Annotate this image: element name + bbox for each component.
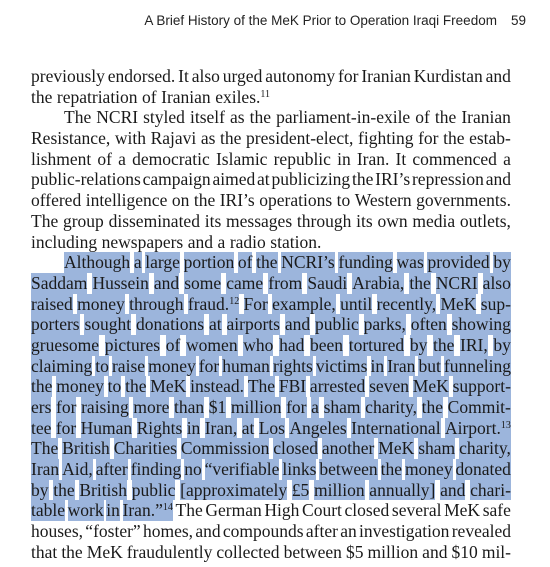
word: the [434,107,457,128]
word: example, [272,293,336,314]
word: the [220,128,242,149]
word: repatriation [56,86,138,107]
text-line [31,232,511,253]
word: money [404,459,453,480]
word: MeK [440,293,477,314]
word: arrested [309,376,366,397]
word: between [319,459,378,480]
word: Hussein [92,272,149,293]
word: the [421,397,444,417]
footnote-ref[interactable]: 11 [260,88,271,100]
word: a [503,148,511,169]
word: and [284,314,311,335]
word: Court [302,500,342,521]
word: FBI [278,376,307,397]
text-line [31,314,511,335]
word: claiming [31,355,93,376]
text-line [31,66,511,87]
word: and [440,479,466,500]
word: support- [452,376,511,397]
word: commenced [412,148,497,169]
word: closed [344,500,390,521]
word: For [243,293,268,314]
word: for [56,397,77,417]
word: often [410,314,447,335]
word: sham [418,438,456,459]
word: the [53,479,75,500]
word: an [340,521,357,542]
word: and [195,521,221,542]
word: of [415,107,430,128]
word: for [418,128,439,149]
word: estab- [469,128,511,149]
word: public-relations [31,169,141,190]
word: group [62,210,104,231]
word: a [311,397,319,417]
word: democratic [132,148,210,169]
text-line [31,252,511,273]
word: ers [31,397,52,417]
word: Islamic [215,148,268,169]
word: revealed [451,521,511,542]
word: Iranian [361,66,411,86]
text-line [31,211,511,232]
word: Iran [387,355,416,376]
word: also [482,272,511,293]
word: operations [259,190,333,211]
footnote-ref[interactable]: 12 [229,295,240,307]
word: its [204,210,222,231]
word: $1 [208,397,227,417]
word: and [485,169,511,190]
word: of [237,252,253,273]
text-line [31,87,511,108]
word: some [184,272,222,293]
word: the [193,190,216,211]
text-line [31,500,511,521]
word: $5 [345,541,364,562]
word: at [257,169,270,190]
word: $10 [451,541,478,562]
word: the [31,376,53,397]
word: station. [270,231,322,252]
word: money [77,293,125,314]
word: MeK [86,541,123,562]
word: lishment [31,148,92,169]
word: the [432,334,455,355]
word: from [268,272,303,293]
word: pictures [104,334,161,355]
word: Kurdistan [413,66,483,86]
word: more [133,397,170,417]
word: until [340,293,373,314]
word: governments. [416,190,511,211]
word: offered [31,190,82,211]
word: Arabia, [352,272,405,293]
running-title: A Brief History of the MeK Prior to Operation Iraqi Freedom [144,13,497,28]
word: women [186,334,238,355]
word: in [370,355,385,376]
word: urged [222,66,263,86]
word: and [485,66,511,86]
word: NCRI [96,107,139,128]
word: endorsed. [107,66,176,86]
word: [approximately [180,479,288,500]
word: fraud.$^{12}$ [187,293,240,314]
word: had [279,334,305,355]
word: NCRI [435,272,478,293]
word: to [107,376,122,397]
word: the [61,541,83,562]
word: exiles.$^{11}$ [215,86,271,107]
word: funding [338,252,393,273]
word: mil- [481,541,511,562]
word: president-elect, [246,128,354,149]
word: by [409,334,428,355]
word: messages [226,210,293,231]
word: table [31,500,66,521]
word: It [395,148,407,169]
word: the [249,107,272,128]
word: for [55,417,77,438]
word: raised [31,293,73,314]
word: autonomy [265,66,336,86]
word: Saddam [31,272,88,293]
word: tee [31,417,52,438]
text-line [31,128,511,149]
word: to [95,355,109,376]
word: repression [411,169,484,190]
word: IRI, [460,334,488,355]
word: fighting [358,128,414,149]
word: itself [189,107,225,128]
word: as [200,128,216,149]
word: of [97,148,112,169]
word: aimed [212,169,256,190]
word: the [125,376,147,397]
word: recently, [376,293,437,314]
word: parks, [363,314,406,335]
word: rights [272,355,313,376]
word: annually] [369,479,436,500]
word: own [377,210,408,231]
word: Iran [31,459,60,480]
word: in [106,500,120,521]
text-line [31,149,511,170]
word: that [31,541,58,562]
word: Iran. [356,148,390,169]
word: showing [451,314,511,335]
word: Airport.$^{13}$ [444,417,511,438]
footnote-ref[interactable]: 13 [500,419,511,431]
text-line [31,438,511,459]
body-text [31,66,511,563]
word: airports [226,314,280,335]
text-line [31,335,511,356]
text-line [31,459,511,480]
word: Western [354,190,412,211]
word: public [315,314,359,335]
word: million [314,479,365,500]
word: at [241,417,255,438]
word: a [118,148,126,169]
word: funneling [443,355,511,376]
word: for [198,355,220,376]
word: previously [31,66,105,86]
page-number: 59 [510,13,526,28]
word: the [443,128,465,149]
word: The [247,376,276,397]
word: styled [143,107,185,128]
text-line [31,542,511,563]
word: High [264,500,300,521]
word: media [412,210,456,231]
running-header [0,13,526,28]
word: provided [427,252,490,273]
word: Iranian [461,107,511,128]
word: Iranian [161,86,211,107]
word: donations [136,314,205,335]
word: the [31,86,53,107]
word: raising [81,397,129,417]
word: money [148,355,196,376]
word: at [208,314,222,335]
word: portion [183,252,235,273]
word: charity, [365,397,417,417]
word: MeK [412,376,449,397]
word: British [79,479,127,500]
word: campaign [142,169,211,190]
word: victims [315,355,368,376]
word: large [145,252,180,273]
word: British [62,438,110,459]
word: closed [273,438,318,459]
word: Angeles [289,417,347,438]
word: IRI’s [219,190,255,211]
footnote-ref[interactable]: 14 [162,502,173,514]
word: republic [273,148,331,169]
word: its [356,210,373,231]
word: “verifiable [204,459,280,480]
word: for [286,397,307,417]
word: houses, [31,521,84,542]
word: International [351,417,441,438]
word: the [409,272,431,293]
word: It [178,66,189,86]
word: public [131,479,176,500]
word: Rights [136,417,183,438]
word: by [31,479,49,500]
word: to [336,190,351,211]
word: MeK [378,438,415,459]
word: through [129,293,184,314]
word: chari- [470,479,511,500]
text-line [31,190,511,211]
word: with [114,128,146,149]
word: publicizing [271,169,351,190]
word: IRI’s [375,169,411,190]
word: including [31,231,98,252]
word: the [256,252,278,273]
word: by [493,334,511,355]
word: of [165,334,181,355]
word: between [283,541,342,562]
word: no [184,459,202,480]
word: Human [80,417,133,438]
word: fraudulently [126,541,213,562]
word: links [282,459,317,480]
word: newspapers [101,231,184,252]
word: investigation [359,521,450,542]
word: than [173,397,205,417]
word: several [391,500,442,521]
text-line [31,356,511,377]
word: safe [482,500,511,521]
word: and [187,231,214,252]
word: homes, [142,521,194,542]
word: Aid, [62,459,93,480]
word: raise [111,355,146,376]
word: tortured [348,334,405,355]
word: radio [229,231,266,252]
word: and [153,272,180,293]
word: of [142,86,157,107]
word: £5 [291,479,310,500]
word: Commission [180,438,270,459]
text-line [31,418,511,439]
word: instead. [190,376,245,397]
word: million [367,541,419,562]
word: intelligence [85,190,168,211]
word: Saudi [307,272,348,293]
word: through [296,210,352,231]
text-line [31,107,511,128]
word: in [337,148,351,169]
word: a [133,252,142,273]
word: Charities [113,438,177,459]
word: money [56,376,104,397]
word: after [95,459,128,480]
word: Los [258,417,285,438]
text-line [31,521,511,542]
word: Commit- [447,397,511,417]
word: work [67,500,104,521]
word: been [310,334,344,355]
word: Rajavi [150,128,197,149]
word: The [175,500,203,521]
word: Resistance, [31,128,111,149]
word: was [396,252,424,273]
word: a [217,231,226,252]
word: finding [130,459,182,480]
word: The [31,210,59,231]
text-line [31,294,511,315]
word: sham [323,397,361,417]
word: The [64,107,92,128]
word: disseminated [108,210,200,231]
word: also [191,66,220,86]
word: MeK [444,500,481,521]
text-line [31,376,511,397]
word: human [222,355,270,376]
text-line [31,397,511,418]
word: Although [64,252,131,273]
word: Iran.”$^{14}$ [122,500,173,521]
word: on [171,190,190,211]
word: outlets, [459,210,511,231]
word: million [230,397,282,417]
word: charity, [459,438,511,459]
word: NCRI’s [281,252,335,273]
word: another [321,438,375,459]
word: the [351,169,374,190]
word: gruesome [31,334,100,355]
text-line [31,273,511,294]
word: donated [455,459,511,480]
word: who [243,334,274,355]
word: after [305,521,338,542]
word: in [186,417,201,438]
word: came [226,272,264,293]
word: sup- [480,293,511,314]
text-line [31,480,511,501]
word: “foster” [85,521,141,542]
word: collected [216,541,280,562]
word: as [230,107,245,128]
word: sought [84,314,132,335]
word: by [493,252,511,273]
word: parliament-in-exile [276,107,411,128]
word: porters [31,314,80,335]
word: seven [369,376,409,397]
word: for [338,66,359,86]
word: and [422,541,448,562]
word: Iran, [204,417,238,438]
word: German [205,500,262,521]
text-line [31,169,511,190]
word: The [31,438,59,459]
word: compounds [222,521,304,542]
word: but [418,355,441,376]
word: the [380,459,402,480]
word: MeK [150,376,187,397]
